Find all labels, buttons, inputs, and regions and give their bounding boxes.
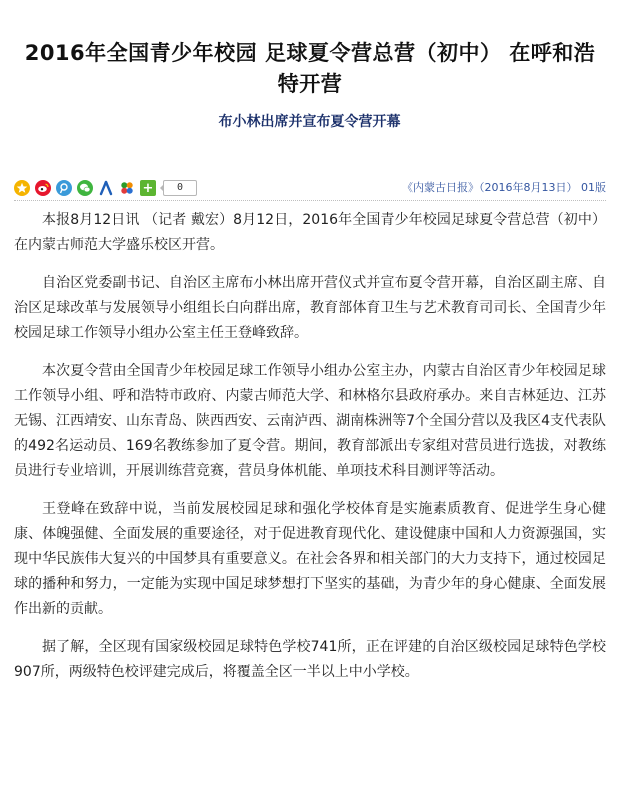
tencent-weibo-icon[interactable] [56, 180, 72, 196]
renren-icon[interactable] [98, 180, 114, 196]
article-paragraph: 自治区党委副书记、自治区主席布小林出席开营仪式并宣布夏令营开幕，自治区副主席、自治区足球改革与发展领导小组组长白向群出席，教育部体育卫生与艺术教育司司长、全国青少年校园足球工作领导小组办公室主任王登峰致辞。 [14, 275, 606, 341]
article-paragraph: 王登峰在致辞中说，当前发展校园足球和强化学校体育是实施素质教育、促进学生身心健康、体魄强健、全面发展的重要途径，对于促进教育现代化、建设健康中国和人力资源强国，实现中华民族伟大复兴的中国梦具有重要意义。在社会各界和相关部门的大力支持下，通过校园足球的播种和努力，一定能为实现中国足球梦想打下坚实的基础，为青少年的身心健康、全面发展作出新的贡献。 [14, 501, 606, 617]
divider [14, 200, 606, 201]
more-share-icon[interactable]: + [140, 180, 156, 196]
qzone-icon[interactable] [14, 180, 30, 196]
article-body [14, 208, 606, 698]
article-paragraph: 本次夏令营由全国青少年校园足球工作领导小组办公室主办，内蒙古自治区青少年校园足球工作领导小组、呼和浩特市政府、内蒙古师范大学、和林格尔县政府承办。来自吉林延边、江苏无锡、江西靖安、山东青岛、陕西西安、云南泸西、湖南株洲等7个全国分营以及我区4支代表队的492名运动员、169名教练参加了夏令营。期间，教育部派出专家组对营员进行选拔，对教练员进行专业培训，开展训练营竞赛，营员身体机能、单项技术科目测评等活动。 [14, 363, 606, 479]
weibo-icon[interactable] [35, 180, 51, 196]
article-paragraph: 本报8月12日讯 （记者 戴宏）8月12日，2016年全国青少年校园足球夏令营总营（初中）在内蒙古师范大学盛乐校区开营。 [14, 212, 606, 253]
share-count: 0 [163, 180, 197, 196]
wechat-icon[interactable] [77, 180, 93, 196]
share-bar [14, 178, 197, 198]
kaixin-icon[interactable] [119, 180, 135, 196]
source-link[interactable]: 《内蒙古日报》（2016年8月13日） 01版 [402, 181, 606, 194]
article-toolbar [14, 176, 606, 200]
article-subtitle: 布小林出席并宣布夏令营开幕 [218, 114, 401, 130]
article-paragraph: 据了解，全区现有国家级校园足球特色学校741所，正在评建的自治区级校园足球特色学校907所，两级特色校评建完成后，将覆盖全区一半以上中小学校。 [14, 639, 606, 680]
article-title: 2016年全国青少年校园 足球夏令营总营（初中） 在呼和浩特开营 [24, 41, 596, 96]
